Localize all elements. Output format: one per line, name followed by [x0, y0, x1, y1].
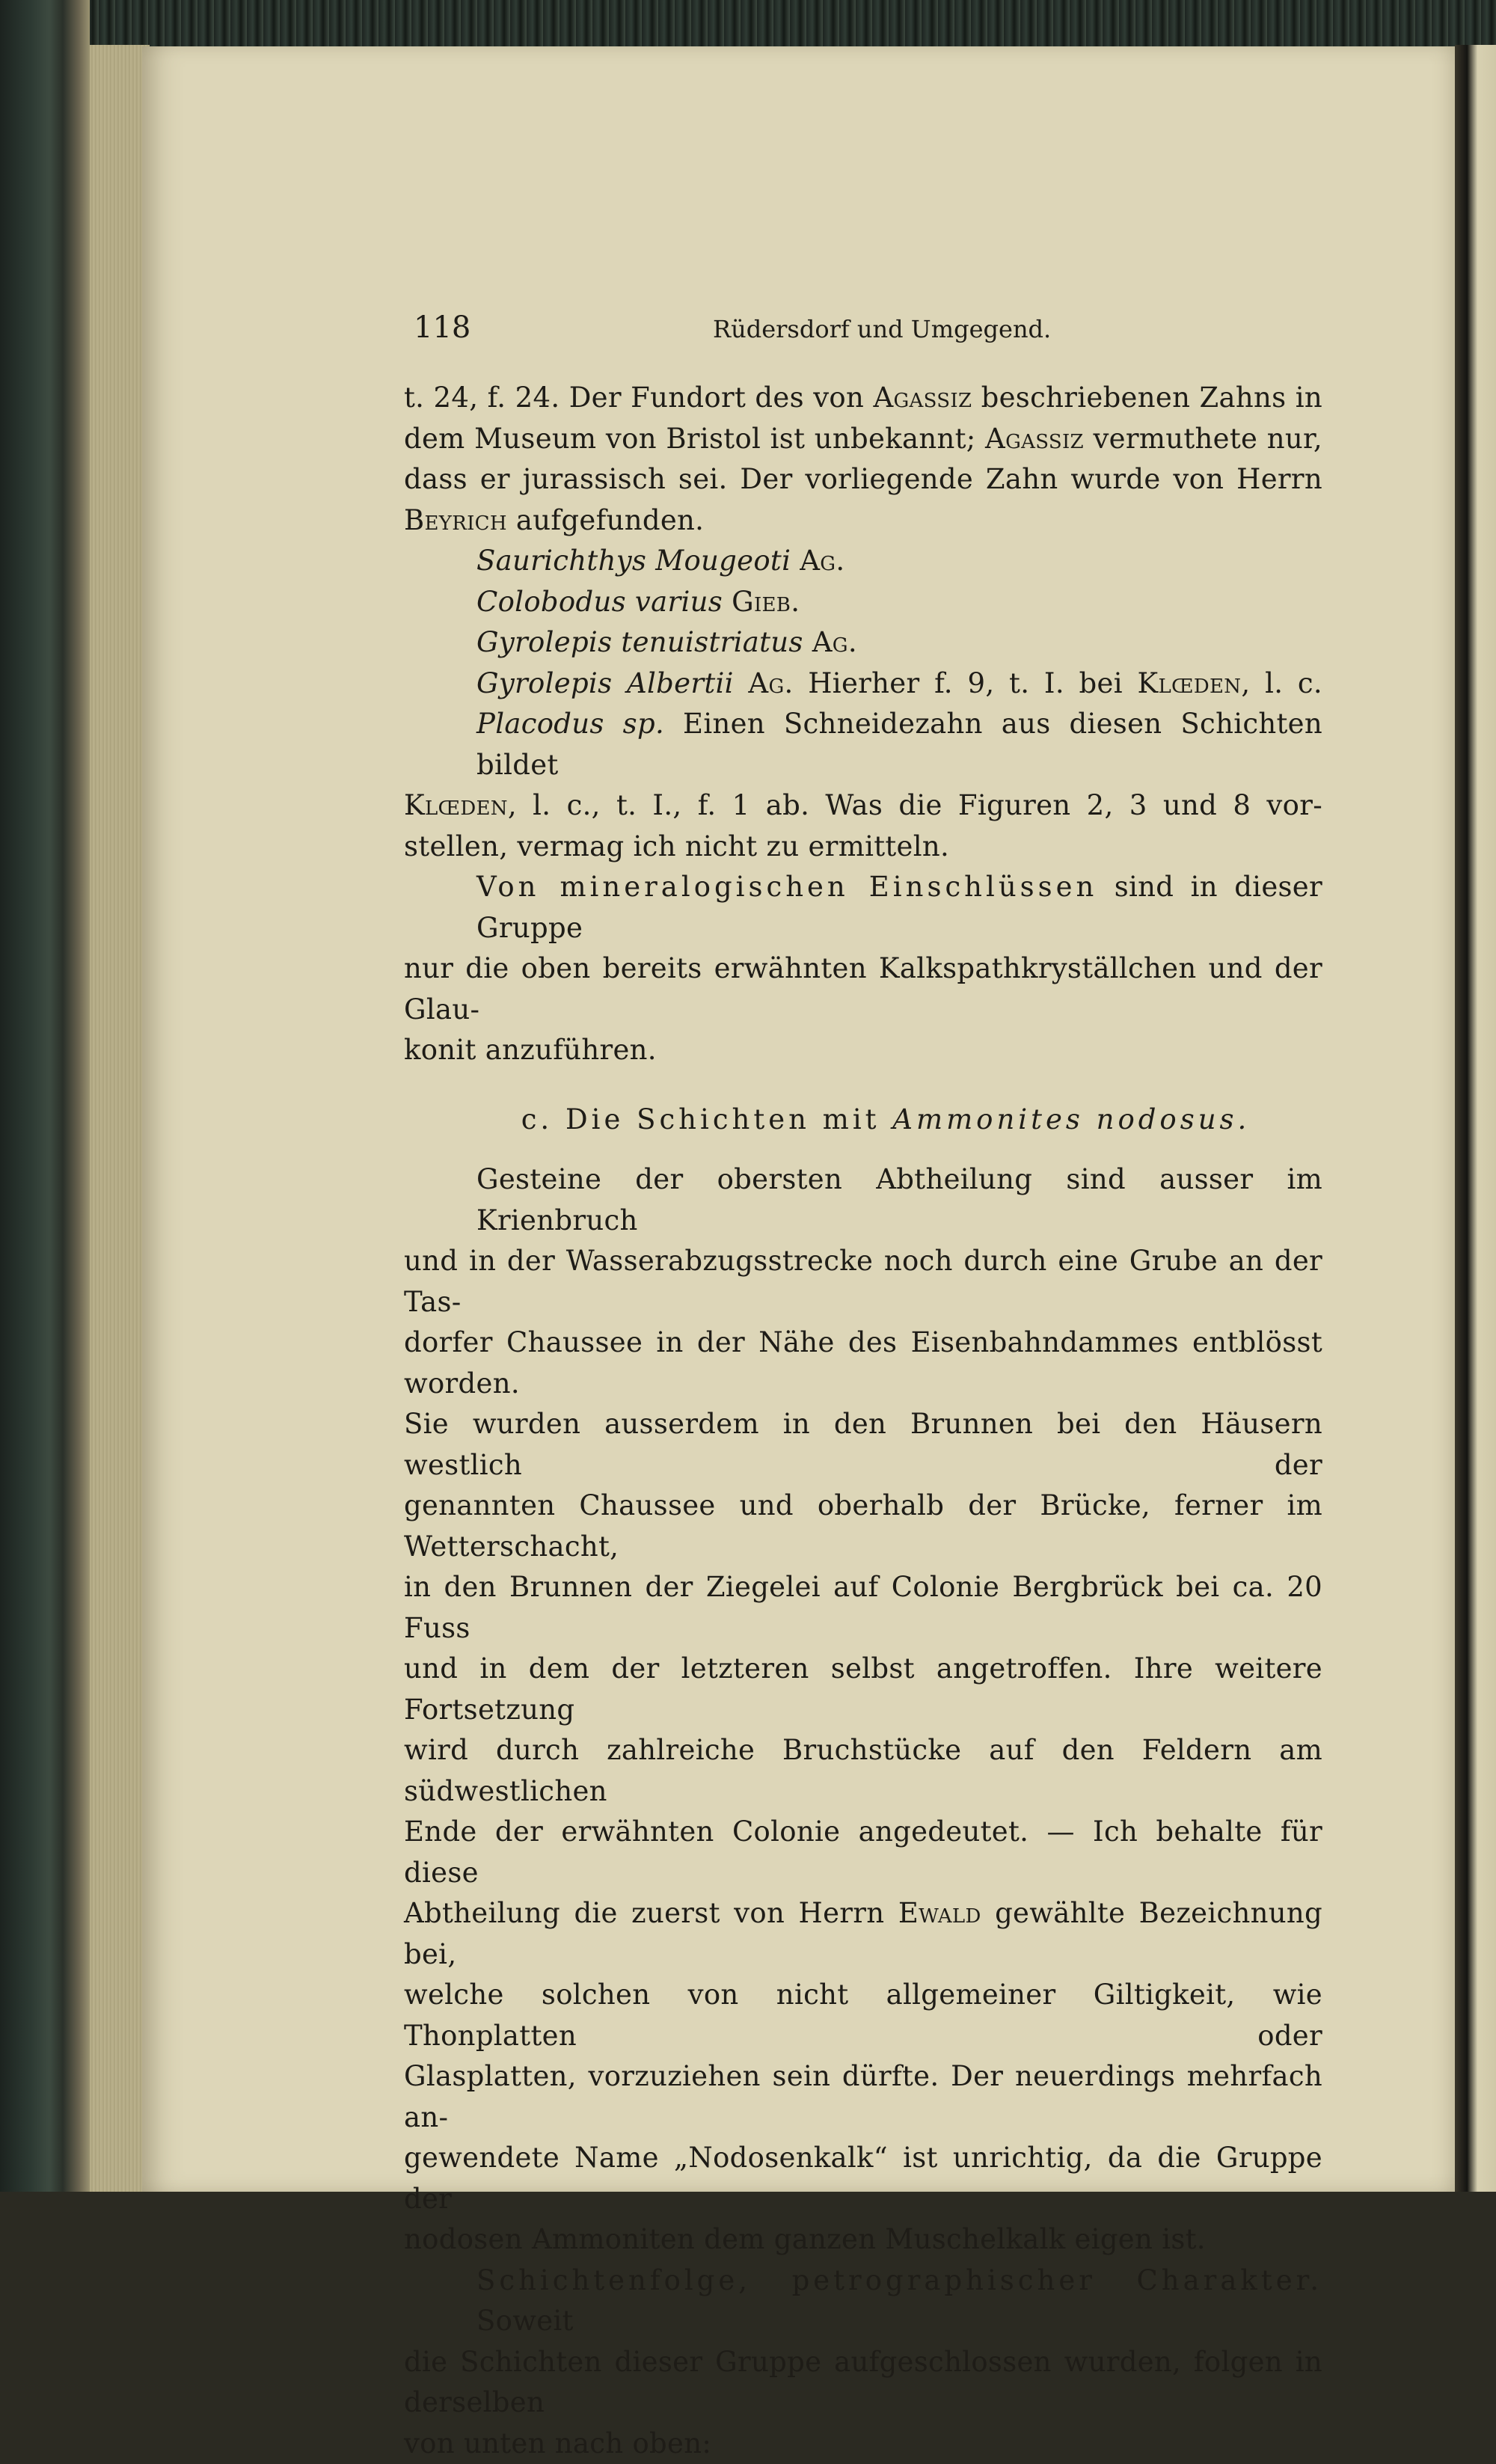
text-line: nur die oben bereits erwähnten Kalkspathkryställchen und der Glau- [404, 948, 1322, 1030]
species-entry: Colobodus varius Gieb. [404, 582, 1322, 623]
text-line: von unten nach oben: [404, 2424, 1322, 2464]
book-binding-left [0, 0, 90, 2192]
text-line: Abtheilung die zuerst von Herrn Ewald gewählte Bezeichnung bei, [404, 1893, 1322, 1975]
running-title: Rüdersdorf und Umgegend. [713, 315, 1051, 343]
text-line: Glasplatten, vorzuziehen sein dürfte. Der neuerdings mehrfach an- [404, 2056, 1322, 2138]
section-heading: c. Die Schichten mit Ammonites nodosus. [404, 1100, 1322, 1141]
text-line: Gesteine der obersten Abtheilung sind ausser im Krienbruch [404, 1159, 1322, 1241]
species-entry: Saurichthys Mougeoti Ag. [404, 541, 1322, 582]
text-line: Klœden, l. c., t. I., f. 1 ab. Was die Figuren 2, 3 und 8 vor- [404, 785, 1322, 827]
text-line: in den Brunnen der Ziegelei auf Colonie Bergbrück bei ca. 20 Fuss [404, 1567, 1322, 1649]
text-line: Schichtenfolge, petrographischer Charakter. Soweit [404, 2261, 1322, 2342]
text-line: konit anzuführen. [404, 1030, 1322, 1071]
book-binding-top [0, 0, 1496, 52]
text-line: welche solchen von nicht allgemeiner Giltigkeit, wie Thonplatten oder [404, 1975, 1322, 2056]
text-line: dass er jurassisch sei. Der vorliegende Zahn wurde von Herrn [404, 459, 1322, 500]
text-line: wird durch zahlreiche Bruchstücke auf den Feldern am südwestlichen [404, 1730, 1322, 1812]
text-line: dorfer Chaussee in der Nähe des Eisenbahndammes entblösst worden. [404, 1323, 1322, 1404]
text-line: genannten Chaussee und oberhalb der Brücke, ferner im Wetterschacht, [404, 1486, 1322, 1567]
text-line: nodosen Ammoniten dem ganzen Muschelkalk eigen ist. [404, 2219, 1322, 2261]
page-header [414, 310, 1324, 355]
page-number: 118 [414, 310, 470, 345]
text-line: und in dem der letzteren selbst angetroffen. Ihre weitere Fortsetzung [404, 1649, 1322, 1730]
text-line: die Schichten dieser Gruppe aufgeschlossen wurden, folgen in derselben [404, 2342, 1322, 2424]
species-entry: Gyrolepis tenuistriatus Ag. [404, 622, 1322, 663]
text-line: Sie wurden ausserdem in den Brunnen bei den Häusern westlich der [404, 1404, 1322, 1486]
text-line: Von mineralogischen Einschlüssen sind in dieser Gruppe [404, 867, 1322, 948]
species-entry: Placodus sp. Einen Schneidezahn aus diesen Schichten bildet [404, 704, 1322, 785]
text-line: Ende der erwähnten Colonie angedeutet. — Ich behalte für diese [404, 1812, 1322, 1893]
text-line: Beyrich aufgefunden. [404, 500, 1322, 542]
text-line: und in der Wasserabzugsstrecke noch durch eine Grube an der Tas- [404, 1241, 1322, 1323]
text-line: dem Museum von Bristol ist unbekannt; Agassiz vermuthete nur, [404, 419, 1322, 460]
text-line: stellen, vermag ich nicht zu ermitteln. [404, 827, 1322, 868]
species-entry: Gyrolepis Albertii Ag. Hierher f. 9, t. I. bei Klœden, l. c. [404, 663, 1322, 705]
page-edges-left [90, 45, 150, 2192]
text-line: t. 24, f. 24. Der Fundort des von Agassiz beschriebenen Zahns in [404, 378, 1322, 419]
page-edges-right [1455, 45, 1496, 2192]
page-body [404, 378, 1322, 2464]
text-line: gewendete Name „Nodosenkalk“ ist unrichtig, da die Gruppe der [404, 2138, 1322, 2219]
